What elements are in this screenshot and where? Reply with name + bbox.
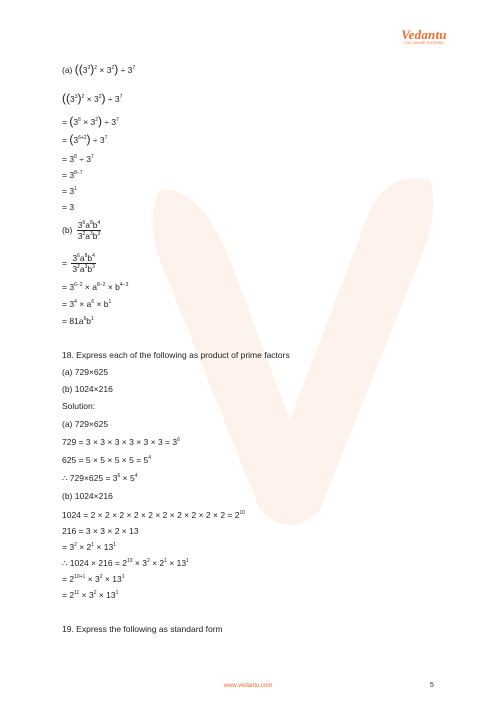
part-a-step-1: = $(3^6 \times 3^2) \div 3^7$: [62, 114, 119, 128]
part-a-expression: $((3^3)^2 \times 3^2) \div 3^7$: [74, 62, 136, 76]
q18-b-step-5: = $2^{10+1} \times 3^2 \times 13^1$: [62, 574, 125, 584]
q18-part-a: (a) 729×625: [62, 367, 109, 377]
page-number: 5: [430, 682, 434, 689]
vedantu-watermark: [140, 150, 450, 540]
q18-a-step-1: $729 = 3 \times 3 \times 3 \times 3 \times 3 \times 3 = 3^6$: [62, 437, 180, 447]
vedantu-logo: [398, 28, 450, 46]
part-a-result: = 3: [62, 202, 75, 212]
part-a-step-4: = $3^{8-7}$: [62, 170, 83, 180]
q19-title: 19. Express the following as standard form: [62, 624, 223, 634]
solution-label: Solution:: [62, 401, 96, 411]
q18-a-result: ∴ $729\times 625 = 3^6 \times 5^4$: [62, 473, 138, 483]
part-a-heading: [62, 64, 135, 76]
q18-b-step-2: 216 = 3 × 3 × 2 × 13: [62, 526, 139, 536]
part-a-step-0: $((3^3)^2 \times 3^2) \div 3^7$: [62, 91, 123, 105]
part-b-result: = $81a^6b^1$: [62, 316, 94, 326]
q18-b-step-1: $1024 = 2 \times 2 \times 2 \times 2 \times 2 \times 2 \times 2 \times 2 \times 2 \times 2 = 2^{10}$: [62, 510, 246, 520]
part-a-step-3: = $3^8 \div 3^7$: [62, 154, 94, 164]
logo-wordmark: Vedantu: [401, 27, 447, 42]
logo-tagline: LIVE ONLINE TUTORING: [404, 41, 444, 45]
q18-b-step-3: = $3^2 \times 2^1 \times 13^1$: [62, 542, 116, 552]
q18-b-step-4: ∴ $1024 \times 216 = 2^{10} \times 3^2 \times 2^1 \times 13^1$: [62, 558, 189, 568]
part-a-step-5: = $3^1$: [62, 186, 77, 196]
q18-a-step-2: $625 = 5 \times 5 \times 5 \times 5 = 5^4$: [62, 455, 152, 465]
q18-solution-b-heading: (b) 1024×216: [62, 491, 113, 501]
q18-b-result: = $2^{11} \times 3^2 \times 13^1$: [62, 590, 119, 600]
part-b-step-1: = $\frac{3^6a^8b^4}{3^2a^3b^3}$: [62, 253, 95, 274]
part-b-step-3: = $3^4 \times a^6 \times b^1$: [62, 299, 112, 309]
part-b-step-2: = $3^{6-2} \times a^{8-2} \times b^{4-3}$: [62, 282, 129, 292]
part-b-fraction: $\frac{3^6a^8b^4}{3^2a^3b^3}$: [77, 220, 101, 241]
q18-solution-a-heading: (a) 729×625: [62, 419, 109, 429]
part-b-label: (b): [62, 224, 73, 235]
part-a-label: (a): [62, 65, 73, 75]
part-b-heading: [62, 220, 101, 241]
q18-part-b: (b) 1024×216: [62, 384, 113, 394]
footer-website-link[interactable]: www.vedantu.com: [223, 683, 273, 689]
q18-title: 18. Express each of the following as product of prime factors: [62, 350, 290, 360]
part-a-step-2: = $(3^{6+2}) \div 3^7$: [62, 132, 108, 146]
